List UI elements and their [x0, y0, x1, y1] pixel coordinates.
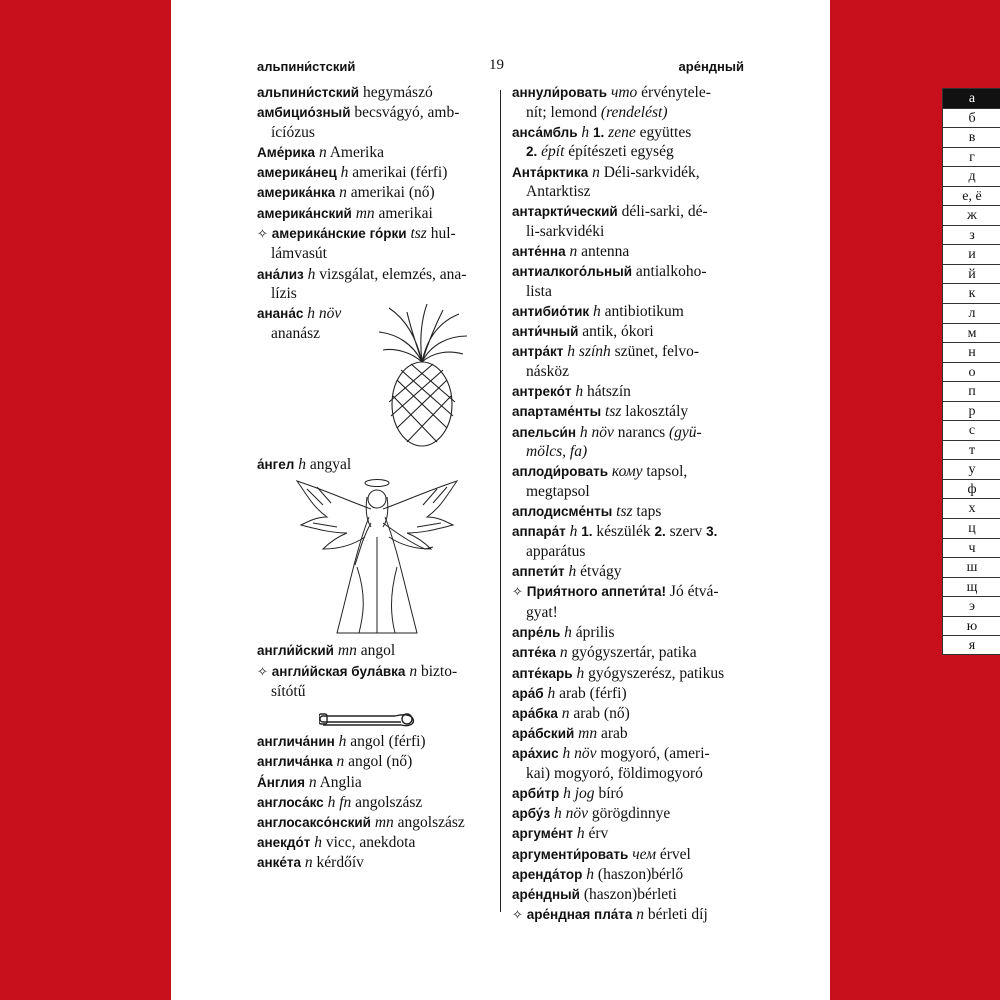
entry	[512, 744, 748, 783]
entry	[257, 103, 491, 142]
translation: hátszín	[586, 383, 631, 401]
translation-continuation: Antarktisz	[526, 183, 591, 201]
entry	[512, 784, 748, 804]
translation: gyógyszerész, patikus	[588, 664, 725, 682]
headword: аппети́т	[512, 564, 565, 580]
headword: анана́с	[257, 306, 304, 322]
headword: антаркти́ческий	[512, 204, 618, 220]
entry	[257, 224, 491, 264]
column-divider	[500, 90, 501, 912]
translation: Déli-sarkvidék,	[603, 163, 700, 181]
translation: angol (férfi)	[350, 733, 426, 751]
grammar-label: что	[610, 84, 638, 101]
translation-continuation: apparátus	[526, 542, 586, 560]
entry	[257, 752, 491, 772]
entry	[512, 824, 748, 844]
headword: альпини́стский	[257, 85, 360, 100]
translation: érvénytele-	[641, 84, 711, 101]
phrase-marker-icon: ✧	[512, 585, 523, 601]
grammar-label: h	[593, 303, 601, 321]
grammar-label: n	[336, 753, 345, 771]
grammar-label: чем	[632, 845, 656, 863]
translation: vizsgálat, elemzés, ana-	[319, 265, 467, 283]
entry	[512, 462, 748, 501]
alphabet-tab[interactable]: у	[942, 459, 1000, 479]
alphabet-tab[interactable]: п	[942, 381, 1000, 401]
translation: tapsol,	[646, 463, 688, 481]
alphabet-tab[interactable]: а	[942, 88, 1000, 108]
headword: Прия́тного аппети́та!	[526, 584, 667, 600]
headword: англи́йский	[257, 643, 334, 659]
headword: аппара́т	[512, 524, 566, 540]
dictionary-page	[171, 0, 982, 1000]
phrase-marker-icon: ✧	[512, 908, 523, 924]
translation: Amerika	[329, 143, 384, 161]
grammar-label: h	[568, 563, 577, 581]
alphabet-tab[interactable]: г	[942, 147, 1000, 167]
translation: amerikai (nő)	[350, 184, 435, 202]
alphabet-tab[interactable]: э	[942, 596, 1000, 616]
alphabet-tab[interactable]: р	[942, 401, 1000, 421]
entry	[512, 522, 748, 561]
translation: arab (nő)	[573, 704, 630, 722]
translation: déli-sarki, dé-	[621, 203, 708, 221]
entry	[257, 773, 491, 793]
headword: америка́нец	[257, 165, 337, 181]
alphabet-tab[interactable]: н	[942, 342, 1000, 362]
entry	[257, 732, 491, 752]
alphabet-tab[interactable]: х	[942, 498, 1000, 518]
headword: аргументи́ровать	[512, 846, 629, 862]
entry	[512, 905, 748, 926]
grammar-label: кому	[611, 463, 643, 481]
grammar-label: mn	[337, 642, 357, 660]
headword: антиалкого́льный	[512, 264, 633, 280]
translation-continuation: lízis	[271, 285, 297, 303]
grammar-label: h	[340, 164, 349, 182]
alphabet-tab[interactable]: ж	[942, 205, 1000, 225]
grammar-label: n	[561, 704, 570, 722]
phrase-marker-icon: ✧	[257, 664, 268, 680]
translation: antenna	[581, 243, 630, 261]
translation: gyógyszertár, patika	[571, 644, 697, 662]
entry	[257, 163, 491, 183]
grammar-label: h	[575, 383, 584, 401]
grammar-label: h	[298, 455, 306, 473]
headword: англича́нка	[257, 754, 333, 770]
headword: анса́мбль	[512, 124, 578, 140]
grammar-label: h	[314, 834, 322, 852]
translation: szünet, felvo-	[614, 343, 700, 361]
grammar-label: (rendelést)	[600, 103, 668, 121]
headword: анке́та	[257, 855, 302, 871]
headword: ара́бка	[512, 705, 558, 721]
translation: lakosztály	[625, 403, 689, 421]
translation: kérdőív	[316, 854, 364, 872]
headword: аплоди́ровать	[512, 464, 609, 480]
alphabet-tab[interactable]: в	[942, 127, 1000, 147]
alphabet-index	[942, 88, 1000, 655]
headword: антра́кт	[512, 344, 564, 360]
grammar-label: h	[307, 265, 316, 283]
grammar-label: h növ	[579, 423, 614, 441]
translation-continuation: li-sarkvidéki	[526, 222, 605, 240]
right-column	[512, 83, 748, 926]
translation: antik, ókori	[582, 323, 654, 341]
entry	[512, 382, 748, 402]
entry	[512, 302, 748, 322]
headword: ара́б	[512, 685, 544, 701]
alphabet-tab[interactable]: с	[942, 420, 1000, 440]
headword: Аме́рика	[257, 144, 316, 160]
alphabet-tab[interactable]: л	[942, 303, 1000, 323]
translation: érv	[588, 825, 609, 843]
grammar-label: tsz	[616, 503, 633, 521]
translation-continuation: lámvasút	[271, 245, 327, 263]
alphabet-tab[interactable]: ш	[942, 557, 1000, 577]
grammar-label: h növ	[554, 805, 589, 823]
entry	[512, 845, 748, 865]
translation: (haszon)bérleti	[583, 885, 677, 903]
entry	[512, 83, 748, 122]
header-last-word: аре́ндный	[678, 59, 744, 74]
grammar-label: mn	[374, 814, 394, 831]
translation: amerikai	[378, 204, 433, 222]
grammar-label: épít	[541, 143, 565, 161]
translation: Jó étvá-	[669, 583, 719, 601]
headword: апте́карь	[512, 665, 573, 681]
translation: bíró	[598, 785, 624, 803]
translation: narancs	[617, 423, 666, 441]
translation: arab (férfi)	[559, 684, 627, 702]
headword: а́нгел	[257, 456, 295, 472]
headword: антреко́т	[512, 384, 572, 400]
translation-text: nít; lemond	[526, 103, 598, 121]
translation-continuation	[512, 142, 748, 162]
entry	[257, 204, 491, 224]
headword: аренда́тор	[512, 866, 583, 882]
alphabet-tab[interactable]: е, ё	[942, 186, 1000, 206]
entry	[257, 813, 491, 833]
alphabet-tab[interactable]: й	[942, 264, 1000, 284]
entry-with-illustration	[257, 455, 491, 641]
grammar-label: h	[586, 865, 595, 883]
translation: amerikai (férfi)	[352, 164, 448, 182]
alphabet-tab[interactable]: о	[942, 362, 1000, 382]
entry	[512, 123, 748, 162]
grammar-label: tsz	[605, 403, 622, 421]
entry	[512, 664, 748, 684]
headword: англи́йская була́вка	[271, 663, 406, 679]
entry	[512, 202, 748, 241]
headword: апельси́н	[512, 424, 577, 440]
headword: америка́нские го́рки	[271, 225, 407, 241]
sense-number: 1.	[593, 124, 605, 140]
translation-continuation: kai) mogyoró, földimogyoró	[526, 764, 703, 782]
entry	[512, 342, 748, 381]
alphabet-tab[interactable]: ю	[942, 616, 1000, 636]
entry	[257, 143, 491, 163]
alphabet-tab[interactable]: з	[942, 225, 1000, 245]
grammar-label: n	[304, 854, 313, 872]
grammar-label: n	[592, 163, 600, 181]
entry	[512, 242, 748, 262]
entry	[512, 423, 748, 462]
translation: vicc, anekdota	[325, 834, 416, 852]
translation-continuation: lista	[526, 282, 552, 300]
grammar-label: n	[339, 184, 347, 202]
header-first-word: альпини́стский	[257, 59, 356, 74]
headword: А́нглия	[257, 774, 305, 790]
translation: készülék	[596, 523, 651, 541]
translation-continuation: gyat!	[526, 603, 558, 621]
entry-with-illustration	[257, 662, 491, 732]
alphabet-tab[interactable]: б	[942, 108, 1000, 128]
grammar-label: (gyü-	[669, 423, 702, 441]
translation: görögdinnye	[591, 805, 671, 823]
entry	[512, 704, 748, 724]
translation-continuation: sítótű	[271, 683, 306, 701]
entry	[512, 262, 748, 301]
headword: америка́нка	[257, 185, 336, 201]
pineapple-illustration	[367, 300, 477, 452]
headword: апте́ка	[512, 645, 557, 661]
translation: hul-	[430, 224, 456, 242]
entry	[257, 853, 491, 873]
entry	[257, 183, 491, 203]
entry	[512, 684, 748, 704]
alphabet-tab[interactable]: ч	[942, 538, 1000, 558]
headword: англоса́кс	[257, 794, 324, 810]
headword: амбицио́зный	[257, 105, 351, 121]
headword: аннули́ровать	[512, 85, 608, 100]
grammar-label: n	[636, 906, 645, 924]
grammar-label: n	[318, 143, 327, 161]
entry	[512, 724, 748, 744]
translation: arab	[601, 725, 628, 743]
safety-pin-illustration	[319, 708, 419, 732]
headword: арбу́з	[512, 806, 551, 822]
grammar-label: n	[569, 243, 578, 261]
headword: америка́нский	[257, 205, 352, 221]
grammar-label: h	[581, 123, 590, 141]
headword: аре́ндная пла́та	[526, 907, 633, 923]
translation: hegymászó	[362, 84, 433, 101]
translation-continuation	[512, 103, 748, 123]
grammar-label: h	[576, 825, 585, 843]
entry	[512, 623, 748, 643]
grammar-label: h jog	[563, 785, 595, 803]
grammar-label: n	[409, 662, 418, 680]
alphabet-tab[interactable]: щ	[942, 577, 1000, 597]
entry	[512, 163, 748, 202]
grammar-label: h	[338, 733, 347, 751]
entry	[512, 502, 748, 522]
angel-illustration	[287, 477, 467, 639]
grammar-label: zene	[608, 123, 636, 141]
entry	[512, 402, 748, 422]
left-column	[257, 83, 491, 874]
translation: bérleti díj	[647, 906, 708, 924]
headword: англича́нин	[257, 734, 335, 750]
headword: ана́лиз	[257, 266, 304, 282]
alphabet-tab[interactable]: я	[942, 635, 1000, 655]
translation: bizto-	[420, 662, 458, 680]
entry-with-illustration	[257, 304, 491, 454]
entry	[512, 804, 748, 824]
alphabet-tab[interactable]: ф	[942, 479, 1000, 499]
grammar-label: n	[559, 644, 568, 662]
entry	[512, 885, 748, 905]
grammar-label: h	[569, 523, 578, 541]
phrase-marker-icon: ✧	[257, 226, 268, 242]
headword: апартаме́нты	[512, 404, 602, 420]
headword: аргуме́нт	[512, 826, 573, 842]
translation: érvel	[659, 845, 691, 863]
sense-number: 1.	[581, 524, 593, 540]
alphabet-tab[interactable]: к	[942, 283, 1000, 303]
translation-text: építészeti egység	[568, 143, 674, 161]
translation-continuation: megtapsol	[526, 483, 590, 500]
entry	[512, 643, 748, 663]
translation-continuation: ícíózus	[271, 123, 315, 141]
grammar-label: h	[564, 624, 572, 642]
entry	[257, 265, 491, 304]
grammar-label: n	[308, 773, 317, 791]
entry	[512, 582, 748, 622]
translation: Anglia	[319, 773, 362, 791]
grammar-label: h	[576, 664, 585, 682]
sense-number: 3.	[706, 524, 718, 540]
translation: étvágy	[580, 563, 622, 581]
translation: angol	[360, 642, 396, 660]
translation: antialkoho-	[635, 263, 707, 281]
grammar-label: h növ	[307, 305, 342, 323]
entry	[257, 641, 491, 661]
headword: аплодисме́нты	[512, 504, 613, 520]
headword: арби́тр	[512, 786, 560, 802]
translation: (haszon)bérlő	[597, 865, 684, 883]
translation: angolszász	[355, 793, 423, 811]
headword: Анта́рктика	[512, 164, 589, 180]
entry	[512, 562, 748, 582]
translation: angol (nő)	[348, 753, 413, 771]
alphabet-tab[interactable]: ц	[942, 518, 1000, 538]
page-number: 19	[489, 57, 504, 73]
headword: апре́ль	[512, 625, 561, 641]
translation: angolszász	[397, 814, 465, 831]
grammar-label: h növ	[562, 745, 597, 763]
translation-continuation: mölcs, fa)	[526, 443, 588, 461]
translation: angyal	[309, 455, 352, 473]
entry	[512, 865, 748, 885]
headword: аре́ндный	[512, 886, 580, 902]
entry	[257, 793, 491, 813]
headword: анте́нна	[512, 244, 566, 260]
translation: mogyoró, (ameri-	[600, 745, 710, 763]
grammar-label: mn	[578, 725, 598, 743]
translation: antibiotikum	[604, 303, 684, 321]
grammar-label: h	[547, 684, 556, 702]
alphabet-tab[interactable]: м	[942, 323, 1000, 343]
grammar-label: h szính	[567, 343, 611, 361]
grammar-label: mn	[355, 204, 375, 222]
sense-number: 2.	[654, 524, 666, 540]
translation: taps	[636, 503, 662, 521]
alphabet-tab[interactable]: д	[942, 166, 1000, 186]
translation: szerv	[669, 523, 703, 541]
entry	[257, 833, 491, 853]
headword: анекдо́т	[257, 835, 311, 851]
headword: англосаксо́нский	[257, 815, 371, 830]
entry	[257, 83, 491, 103]
translation: becsvágyó, amb-	[354, 104, 460, 122]
headword: антибио́тик	[512, 304, 590, 320]
entry	[512, 322, 748, 342]
translation: április	[575, 624, 615, 642]
sense-number: 2.	[526, 144, 538, 160]
headword: анти́чный	[512, 324, 579, 340]
headword: ара́бский	[512, 726, 575, 742]
translation-continuation: násköz	[526, 363, 570, 381]
translation-continuation: ananász	[271, 324, 321, 342]
alphabet-tab[interactable]: и	[942, 244, 1000, 264]
grammar-label: tsz	[410, 224, 427, 242]
translation: együttes	[639, 123, 692, 141]
alphabet-tab[interactable]: т	[942, 440, 1000, 460]
grammar-label: h fn	[327, 793, 352, 811]
headword: ара́хис	[512, 746, 559, 762]
